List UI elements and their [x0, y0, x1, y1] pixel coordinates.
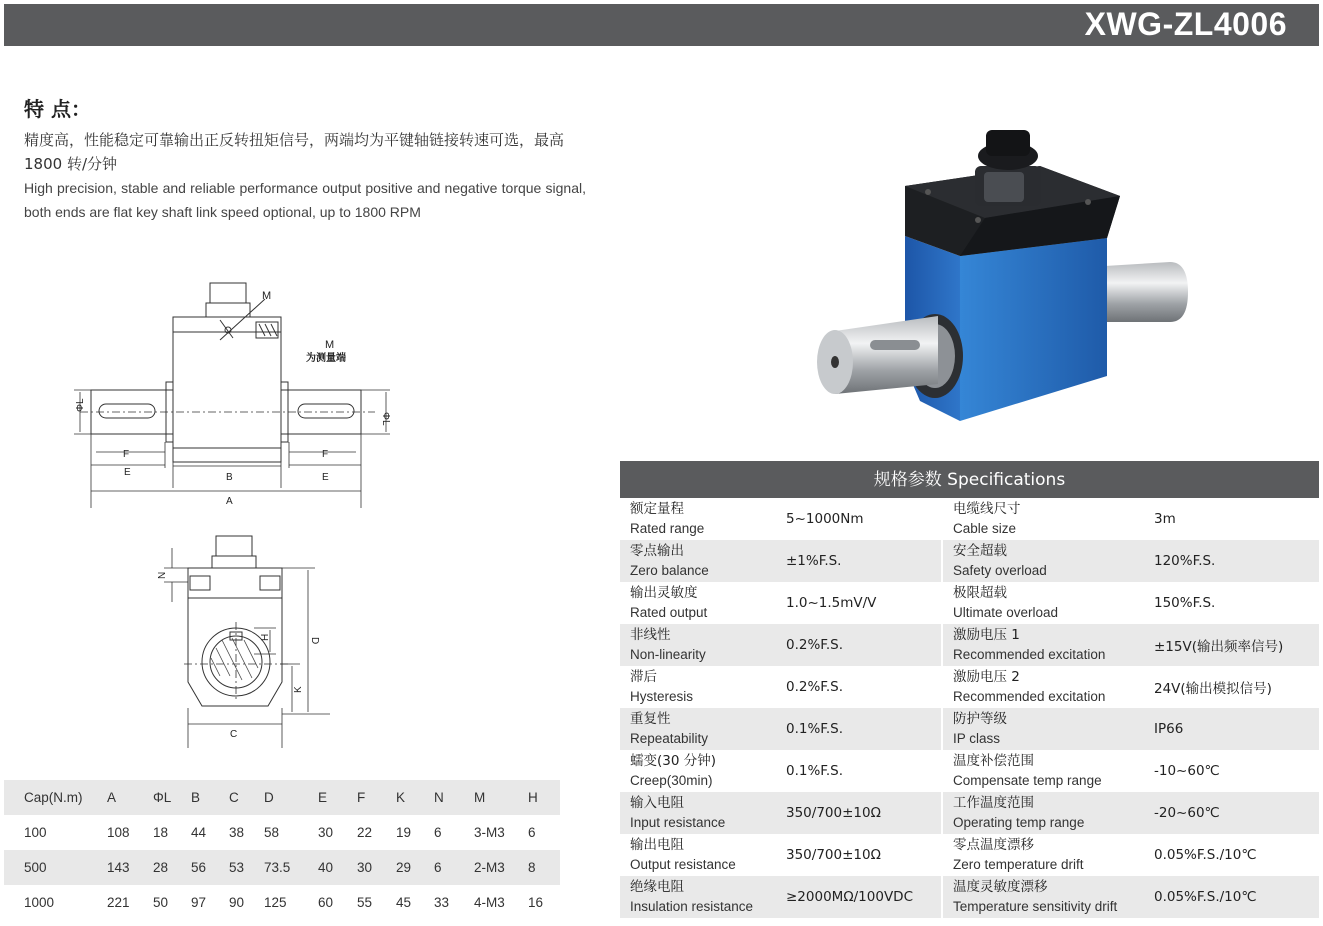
label-phi-l-left: ΦL	[75, 398, 86, 412]
dim-header: K	[396, 780, 434, 815]
spec-label-cn: 零点输出	[630, 543, 684, 559]
label-f-left: F	[123, 449, 130, 460]
spec-label-cn: 激励电压 1	[953, 627, 1020, 643]
dim-cell: 56	[191, 850, 229, 885]
dim-cell: 40	[318, 850, 357, 885]
spec-value: 5~1000Nm	[780, 498, 942, 540]
spec-value: 350/700±10Ω	[780, 792, 942, 834]
spec-label-cn: 重复性	[630, 711, 671, 727]
dim-cell: 44	[191, 825, 207, 840]
dim-header: H	[528, 780, 560, 815]
table-row	[4, 815, 560, 850]
spec-label	[942, 876, 1148, 918]
label-h: H	[260, 633, 271, 641]
spec-label-cn: 工作温度范围	[953, 795, 1034, 811]
dim-header: M	[474, 780, 528, 815]
table-row	[4, 850, 560, 885]
spec-label-en: IP class	[953, 731, 1001, 746]
spec-value: 1.0~1.5mV/V	[780, 582, 942, 624]
spec-value: 0.2%F.S.	[780, 666, 942, 708]
dim-cell: 4-M3	[474, 895, 505, 910]
table-row	[620, 666, 1319, 708]
spec-label	[942, 582, 1148, 624]
dim-cell: 18	[153, 825, 169, 840]
dim-cell: 143	[107, 850, 153, 885]
spec-value: 350/700±10Ω	[780, 834, 942, 876]
dim-header: C	[229, 780, 264, 815]
spec-value: 0.05%F.S./10℃	[1154, 847, 1257, 863]
table-row	[620, 540, 1319, 582]
spec-value: ±15V(输出频率信号)	[1148, 624, 1319, 666]
label-d: D	[309, 637, 320, 645]
side-view-drawing	[60, 280, 400, 515]
dim-cell: 221	[107, 895, 130, 910]
table-row	[620, 498, 1319, 540]
spec-label	[620, 540, 780, 582]
specifications-title: 规格参数 Specifications	[620, 461, 1319, 498]
spec-label-en: Input resistance	[630, 815, 726, 830]
table-row	[620, 834, 1319, 876]
spec-value: IP66	[1148, 708, 1319, 750]
spec-label	[620, 876, 780, 918]
spec-label	[620, 708, 780, 750]
dim-cell: 45	[396, 895, 412, 910]
dim-cell: 3-M3	[474, 825, 505, 840]
dim-cell: 500	[4, 850, 107, 885]
dim-cell: 29	[396, 850, 434, 885]
dim-cell: 50	[153, 895, 169, 910]
spec-label-en: Temperature sensitivity drift	[953, 899, 1118, 914]
spec-label-cn: 输出灵敏度	[630, 585, 698, 601]
description-cn: 精度高，性能稳定可靠输出正反转扭矩信号，两端均为平键轴链接转速可选，最高1800 转/分钟	[24, 131, 565, 173]
spec-label	[942, 708, 1148, 750]
dim-cell: 8	[528, 850, 560, 885]
spec-value: ±1%F.S.	[780, 540, 942, 582]
dim-cell: 73.5	[264, 850, 318, 885]
spec-value: -20~60℃	[1148, 792, 1319, 834]
spec-label-en: Creep(30min)	[630, 773, 713, 788]
spec-value: 3m	[1154, 511, 1176, 527]
spec-value: 150%F.S.	[1154, 595, 1216, 611]
dim-header: F	[357, 780, 396, 815]
table-row	[620, 876, 1319, 918]
spec-label	[942, 792, 1148, 834]
label-e-right: E	[322, 472, 329, 483]
spec-label	[620, 834, 780, 876]
dim-header: Cap(N.m)	[4, 780, 107, 815]
label-k: K	[293, 686, 304, 693]
spec-label	[620, 792, 780, 834]
spec-label-cn: 温度补偿范围	[953, 753, 1034, 769]
spec-label	[620, 666, 780, 708]
dim-cell: 22	[357, 825, 373, 840]
dim-header: N	[434, 780, 474, 815]
dim-cell: 58	[264, 825, 280, 840]
dim-cell: 2-M3	[474, 850, 528, 885]
label-e-left: E	[124, 467, 131, 478]
dim-header: B	[191, 780, 229, 815]
spec-label-cn: 温度灵敏度漂移	[953, 879, 1048, 895]
product-photo	[810, 126, 1195, 426]
spec-label-en: Recommended excitation	[953, 647, 1106, 662]
spec-label-en: Repeatability	[630, 731, 709, 746]
dimensions-header-row	[4, 780, 560, 815]
dim-cell: 19	[396, 825, 412, 840]
spec-label-en: Zero balance	[630, 563, 709, 578]
spec-label-cn: 非线性	[630, 627, 671, 643]
label-n: N	[157, 571, 168, 579]
description-en: High precision, stable and reliable performance output positive and negative torque signal, both ends are flat key shaft link speed optional, up to 1800 RPM	[24, 180, 586, 220]
spec-label-cn: 极限超载	[953, 585, 1007, 601]
front-view-drawing	[150, 530, 340, 752]
dim-cell: 30	[357, 850, 396, 885]
spec-value: 0.1%F.S.	[780, 750, 942, 792]
dim-cell: 53	[229, 850, 264, 885]
spec-label	[942, 624, 1148, 666]
label-m-note-cn: 为测量端	[306, 353, 346, 364]
dim-cell: 55	[357, 895, 373, 910]
table-row	[620, 624, 1319, 666]
spec-value: 0.2%F.S.	[780, 624, 942, 666]
table-row	[620, 582, 1319, 624]
dim-header: A	[107, 780, 153, 815]
table-row	[620, 750, 1319, 792]
label-phi-l-right: ΦL	[380, 412, 391, 426]
dim-cell: 60	[318, 895, 334, 910]
spec-label-cn: 绝缘电阻	[630, 879, 684, 895]
specifications-table	[620, 498, 1319, 918]
spec-label-cn: 输入电阻	[630, 795, 684, 811]
spec-label	[942, 666, 1148, 708]
spec-value: 0.1%F.S.	[780, 708, 942, 750]
spec-label-cn: 安全超载	[953, 543, 1007, 559]
spec-label-en: Cable size	[953, 521, 1017, 536]
spec-label-en: Operating temp range	[953, 815, 1085, 830]
spec-value: 0.05%F.S./10℃	[1148, 876, 1319, 918]
spec-label-cn: 滞后	[630, 669, 657, 685]
table-row	[4, 885, 560, 920]
dim-cell: 90	[229, 895, 245, 910]
spec-label	[620, 498, 780, 540]
dim-cell: 6	[434, 850, 474, 885]
spec-value: 120%F.S.	[1148, 540, 1319, 582]
spec-label	[942, 498, 1148, 540]
dim-cell: 30	[318, 825, 334, 840]
spec-label	[620, 582, 780, 624]
spec-label-cn: 防护等级	[953, 711, 1007, 727]
spec-label-en: Hysteresis	[630, 689, 694, 704]
spec-label-cn: 激励电压 2	[953, 669, 1020, 685]
spec-label-en: Output resistance	[630, 857, 736, 872]
dimensions-table	[4, 780, 560, 920]
dim-cell: 1000	[24, 895, 55, 910]
spec-label-en: Zero temperature drift	[953, 857, 1084, 872]
dim-cell: 97	[191, 895, 207, 910]
spec-label-en: Safety overload	[953, 563, 1047, 578]
label-a: A	[226, 496, 233, 507]
spec-label-en: Insulation resistance	[630, 899, 754, 914]
dim-cell: 28	[153, 850, 191, 885]
dim-cell: 33	[434, 895, 450, 910]
dim-cell: 108	[107, 825, 130, 840]
spec-label	[942, 540, 1148, 582]
dim-header: ΦL	[153, 780, 191, 815]
spec-label	[942, 750, 1148, 792]
header-bar	[4, 4, 1319, 46]
dim-cell: 125	[264, 895, 287, 910]
spec-label-en: Compensate temp range	[953, 773, 1102, 788]
dim-cell: 16	[528, 895, 544, 910]
spec-label-cn: 额定量程	[630, 501, 684, 517]
spec-label-cn: 蠕变(30 分钟)	[630, 753, 717, 769]
spec-label-en: Rated range	[630, 521, 705, 536]
spec-label-en: Non-linearity	[630, 647, 706, 662]
table-row	[620, 708, 1319, 750]
spec-label-en: Ultimate overload	[953, 605, 1059, 620]
label-f-right: F	[322, 449, 329, 460]
dim-header: D	[264, 780, 318, 815]
spec-label-cn: 零点温度漂移	[953, 837, 1034, 853]
spec-value: ≥2000MΩ/100VDC	[780, 876, 942, 918]
spec-label-cn: 输出电阻	[630, 837, 684, 853]
label-c: C	[230, 729, 238, 740]
spec-label-en: Recommended excitation	[953, 689, 1106, 704]
spec-label	[620, 624, 780, 666]
dim-cell: 38	[229, 825, 245, 840]
spec-label	[942, 834, 1148, 876]
dim-header: E	[318, 780, 357, 815]
label-m: M	[262, 290, 272, 302]
model-title: XWG-ZL4006	[1084, 6, 1287, 42]
label-m-note: M	[325, 339, 335, 351]
spec-label-cn: 电缆线尺寸	[953, 501, 1021, 517]
spec-label	[620, 750, 780, 792]
label-b: B	[226, 472, 233, 483]
spec-value: -10~60℃	[1154, 763, 1220, 779]
dim-cell: 100	[24, 825, 47, 840]
dim-cell: 6	[528, 825, 536, 840]
features-title: 特 点：	[24, 97, 91, 121]
specifications-panel	[620, 461, 1319, 918]
dim-cell: 6	[434, 825, 442, 840]
spec-label-en: Rated output	[630, 605, 708, 620]
table-row	[620, 792, 1319, 834]
spec-value: 24V(输出模拟信号)	[1154, 681, 1272, 697]
